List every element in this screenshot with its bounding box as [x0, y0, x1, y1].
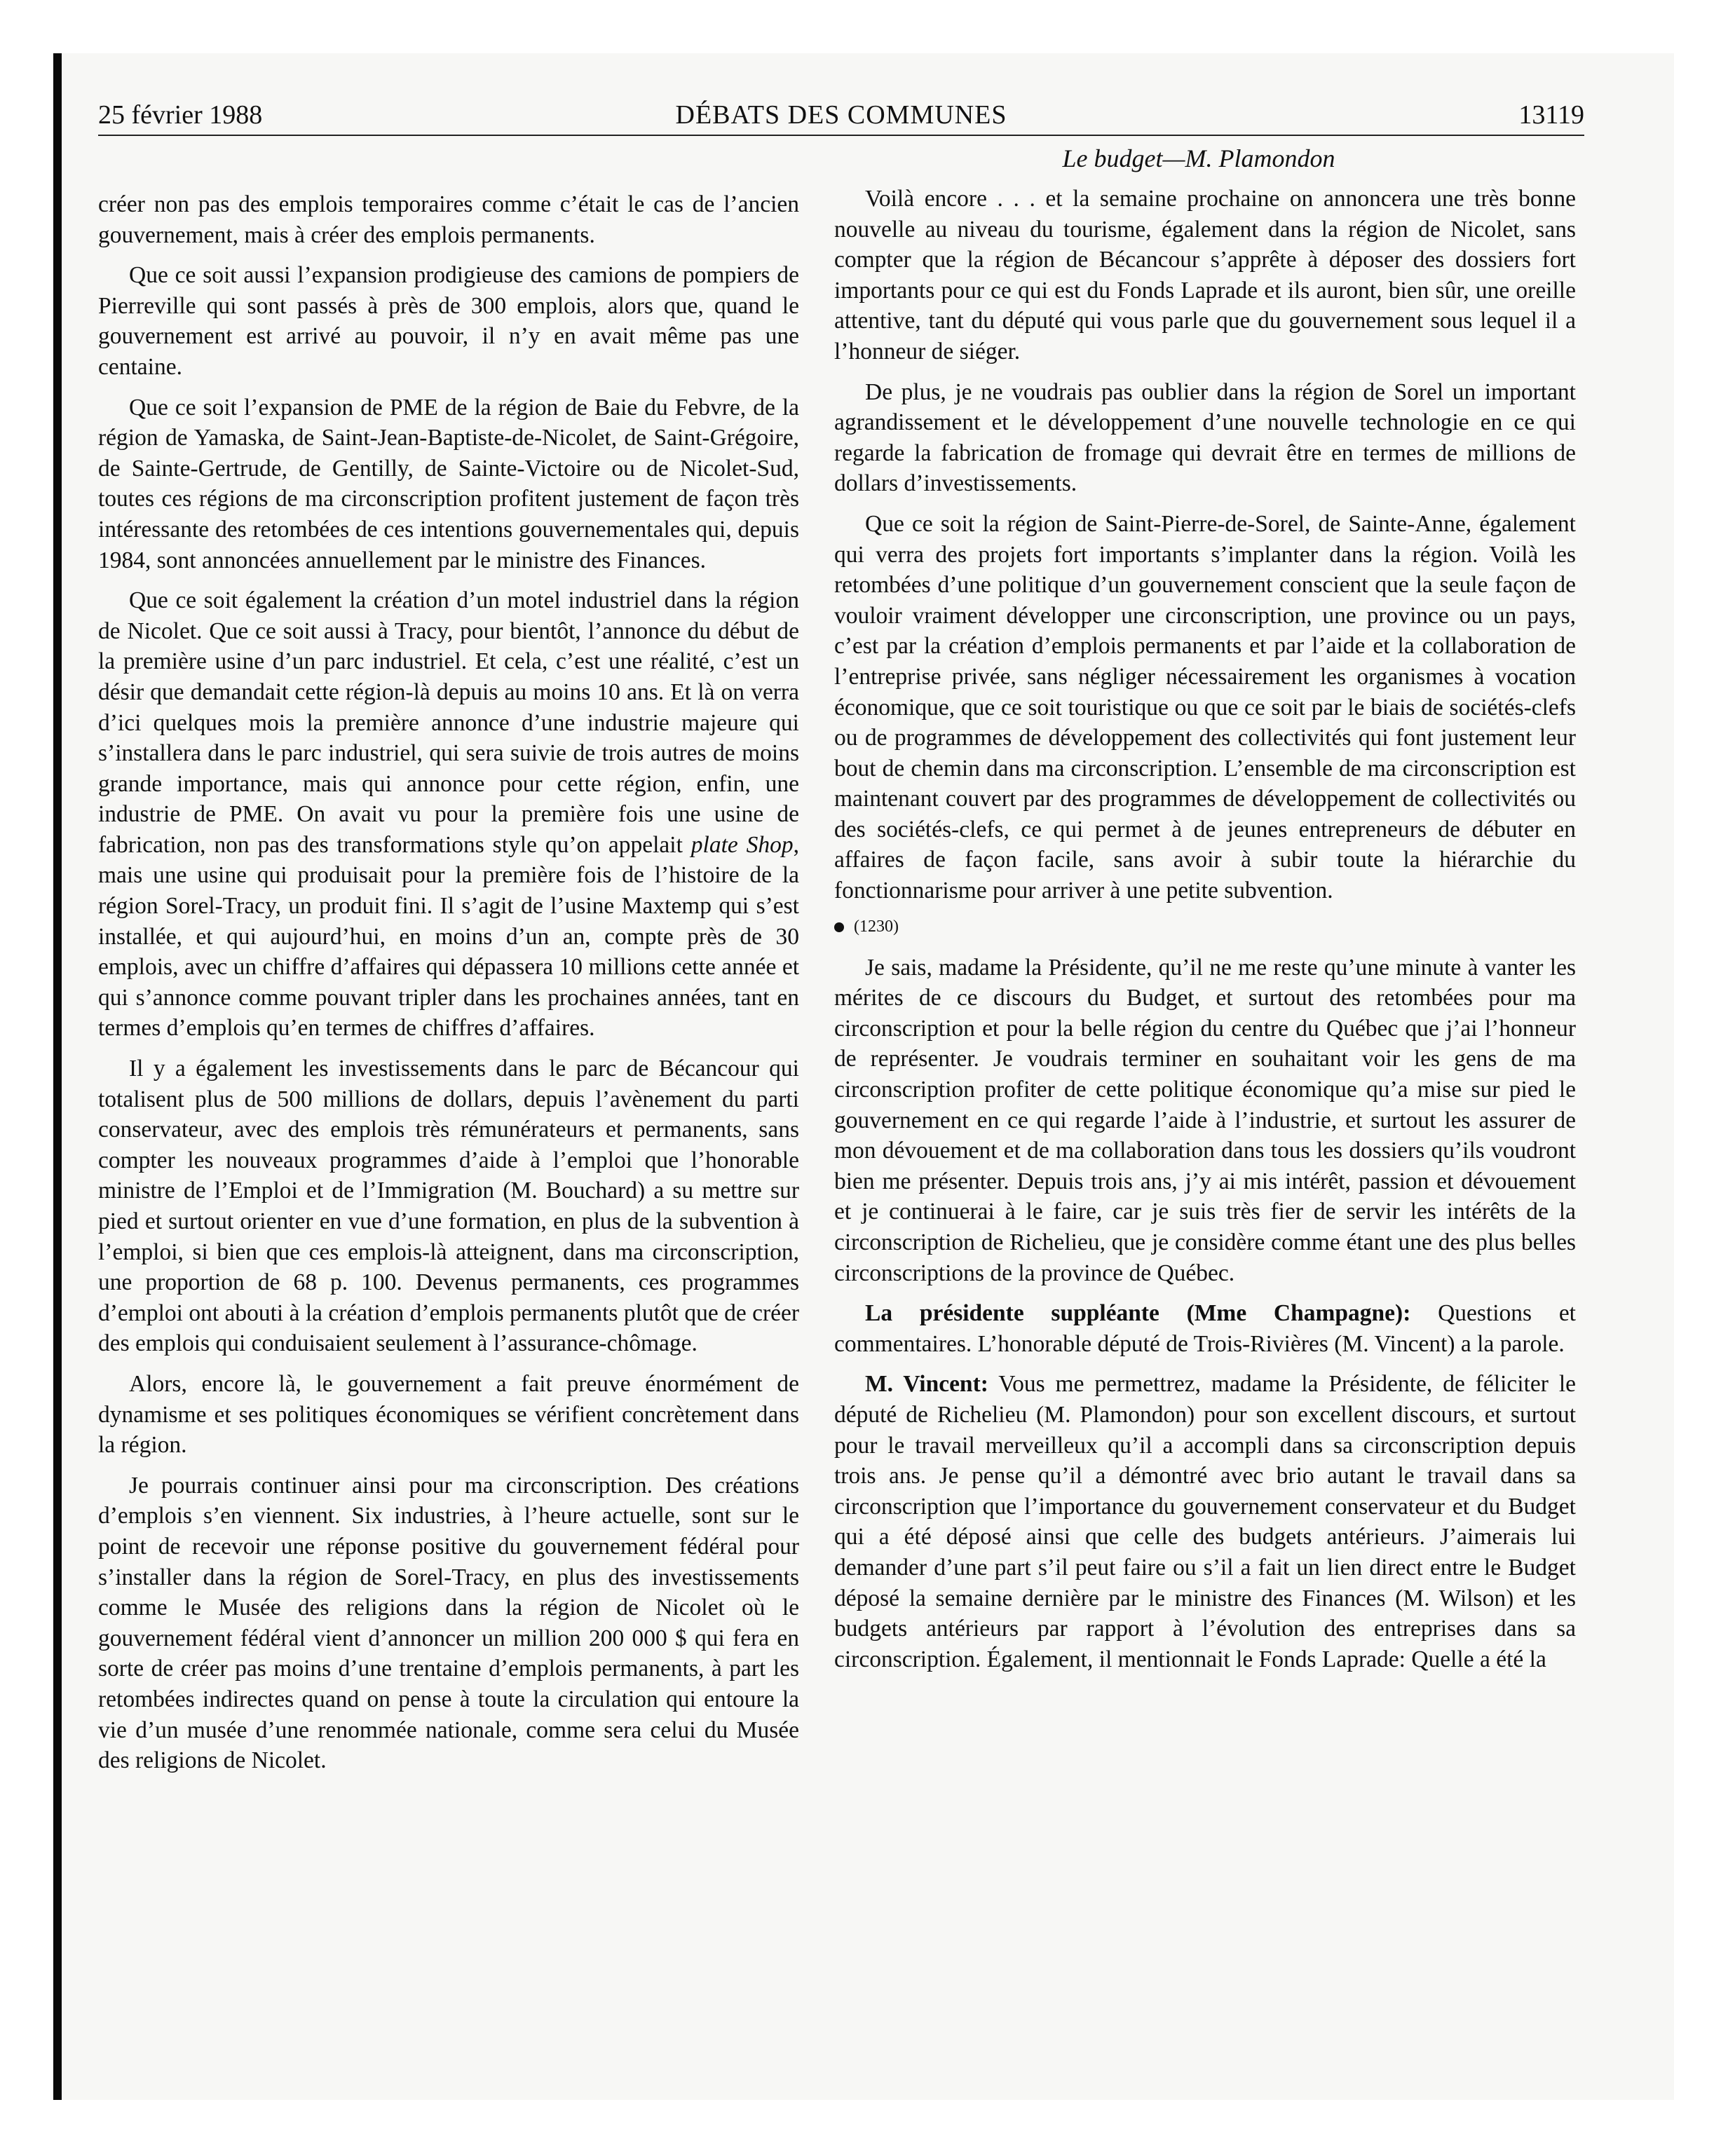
paragraph: Alors, encore là, le gouvernement a fait preuve énormément de dynamisme et ses politiques économiques se vérifient concrètement dans la région.: [98, 1370, 799, 1459]
paragraph: [834, 1369, 1576, 1674]
paragraph: Il y a également les investissements dans le parc de Bécancour qui totalisent plus de 500 millions de dollars, depuis l’avènement du parti conservateur, avec des emplois très rémunérateurs et permanents, sans compter les nouveaux programmes d’aide à l’emploi que l’honorable ministre de l’Emploi et de l’Immigration (M. Bouchard) a su mettre sur pied et surtout orienter en vue d’une formation, en plus de la subvention à l’emploi, si bien que ces emplois-là atteignent, dans ma circonscription, une proportion de 68 p. 100. Devenus permanents, ces programmes d’emploi ont abouti à la création d’emplois permanents plutôt que de créer des emplois qui conduisaient seulement à l’assurance-chômage.: [98, 1056, 800, 1357]
text-run: Que ce soit également la création d’un motel industriel dans la région de Nicolet. Que ce soit aussi à Tracy, pour bientôt, l’annonce du début de la première usine d’un parc industriel. Et cela, c’est une réalité, c’est un désir que demandait cette région-là depuis au moins 10 ans. Et là on verra d’ici quelques mois la première annonce d’une industrie majeure qui s’installera dans le parc industriel, qui sera suivie de trois autres de moins grande importance, mais qui annonce pour cette région, enfin, une industrie de PME. On avait vu pour la première fois une usine de fabrication, non pas des transformations style qu’on appelait: [98, 587, 799, 858]
time-marker: [834, 916, 1576, 937]
speaker-name: M. Vincent:: [865, 1371, 988, 1398]
speaker-name: La présidente suppléante (Mme Champagne):: [865, 1300, 1411, 1327]
paragraph: De plus, je ne voudrais pas oublier dans la région de Sorel un important agrandissement et le développement d’une nouvelle technologie en ce qui regarde la fabrication de fromage qui devrait être en termes de millions de dollars d’investissements.: [834, 378, 1576, 497]
paragraph: [834, 1298, 1576, 1359]
paragraph: Que ce soit l’expansion de PME de la région de Baie du Febvre, de la région de Yamaska, de Saint-Jean-Baptiste-de-Nicolet, de Saint-Grégoire, de Sainte-Gertrude, de Gentilly, de Sainte-Victoire ou de Nicolet-Sud, toutes ces régions de ma circonscription profitent justement de façon très intéressante des retombées de ces intentions gouvernementales qui, depuis 1984, sont annoncées annuellement par le ministre des Finances.: [98, 394, 799, 573]
bullet-dot-icon: [834, 922, 844, 932]
text-run: Vous me permettrez, madame la Présidente, de féliciter le député de Richelieu (M. Plamondon) pour son excellent discours, et surtout pour le travail merveilleux qu’il a accompli dans sa circonscription depuis trois ans. Je pense qu’il a démontré avec brio autant le travail dans sa circonscription que l’importance du gouvernement conservateur et du Budget qui a été déposé ainsi que celle des budgets antérieurs. J’aimerais lui demander d’une part s’il peut faire ou s’il a fait un lien direct entre le Budget déposé la semaine dernière par le ministre des Finances (M. Wilson) et les budgets antérieurs par rapport à l’évolution des entreprises dans sa circonscription. Également, il mentionnait le Fonds Laprade: Quelle a été la: [834, 1371, 1577, 1672]
scan-border: [53, 53, 62, 2100]
header-title: DÉBATS DES COMMUNES: [675, 100, 1007, 130]
page-header: [98, 91, 1584, 133]
scan-margin: [0, 0, 53, 2156]
text-run: , mais une usine qui produisait pour la première fois de l’histoire de la région Sorel-Tracy, un produit fini. Il s’agit de l’usine Maxtemp qui s’est installée, et qui aujourd’hui, en moins d’un an, compte près de 30 emplois, avec un chiffre d’affaires qui dépassera 10 millions cette année et qui s’annonce comme pouvant tripler dans les prochaines années, tant en termes d’emplois qu’en termes de chiffres d’affaires.: [98, 831, 800, 1042]
paragraph: [98, 585, 799, 1044]
header-rule: [98, 135, 1584, 136]
header-page-number: 13119: [1518, 100, 1584, 130]
paragraph: Que ce soit aussi l’expansion prodigieuse des camions de pompiers de Pierreville qui sont passés à près de 300 emplois, alors que, quand le gouvernement est arrivé au pouvoir, il n’y en avait même pas une centaine.: [98, 262, 799, 380]
right-column: [834, 184, 1576, 1684]
header-date: 25 février 1988: [98, 100, 263, 130]
left-column: [98, 189, 799, 1786]
paragraph: Que ce soit la région de Saint-Pierre-de-Sorel, de Sainte-Anne, également qui verra des projets fort importants s’implanter dans la région. Voilà les retombées d’une politique d’un gouvernement conscient que la seule façon de vouloir vraiment développer une circonscription, une province ou un pays, c’est par la création d’emplois permanents et par l’aide et la collaboration de l’entreprise privée, sans négliger nécessairement les organismes à vocation économique, que ce soit touristique ou que ce soit par le biais de sociétés-clefs ou de programmes de développement des collectivités qui font justement leur bout de chemin dans ma circonscription. L’ensemble de ma circonscription est maintenant couvert par des programmes de développement de collectivités ou des sociétés-clefs, ce qui permet à de jeunes entrepreneurs de débuter en affaires de façon facile, sans avoir à subir toute la hiérarchie du fonctionnarisme pour arriver à une petite subvention.: [834, 510, 1576, 904]
running-head: Le budget—M. Plamondon: [1062, 144, 1335, 172]
time-marker-label: (1230): [854, 917, 899, 936]
italic-term: plate Shop: [690, 831, 794, 858]
paragraph: Voilà encore . . . et la semaine prochaine on annoncera une très bonne nouvelle au niveau du tourisme, également dans la région de Nicolet, sans compter que la région de Bécancour s’apprête à déposer des dossiers fort importants pour ce qui est du Fonds Laprade et ils auront, bien sûr, une oreille attentive, tant du député qui vous parle que du gouvernement sous lequel il a l’honneur de siéger.: [834, 186, 1576, 364]
paragraph: Je pourrais continuer ainsi pour ma circonscription. Des créations d’emplois s’en viennent. Six industries, à l’heure actuelle, sont sur le point de recevoir une réponse positive du gouvernement fédéral pour s’installer dans la région de Sorel-Tracy, en plus des investissements comme le Musée des religions dans la région de Nicolet où le gouvernement fédéral vient d’annoncer un million 200 000 $ qui fera en sorte de créer pas moins d’une trentaine d’emplois permanents, à part les retombées indirectes quand on pense à toute la circulation qui entoure la vie d’un musée d’une renommée nationale, comme sera celui du Musée des religions de Nicolet.: [98, 1472, 799, 1774]
paragraph: Je sais, madame la Présidente, qu’il ne me reste qu’une minute à vanter les mérites de ce discours du Budget, et surtout des retombées pour ma circonscription et pour la belle région du centre du Québec que j’ai l’honneur de représenter. Je voudrais terminer en souhaitant voir les gens de ma circonscription profiter de cette politique économique qu’a mise sur pied le gouvernement en ce qui regarde l’aide à l’industrie, et surtout les assurer de mon dévouement et de ma collaboration dans tous les dossiers qu’ils voudront bien me présenter. Depuis trois ans, j’y ai mis intérêt, passion et dévouement et je continuerai à le faire, car je suis très fier de servir les intérêts de la circonscription de Richelieu, que je considère comme étant une des plus belles circonscriptions de la province de Québec.: [834, 954, 1576, 1286]
text-run: Questions et commentaires. L’honorable député de Trois-Rivières (M. Vincent) a la parole.: [834, 1300, 1576, 1357]
paragraph: créer non pas des emplois temporaires comme c’était le cas de l’ancien gouvernement, mais à créer des emplois permanents.: [98, 191, 799, 248]
